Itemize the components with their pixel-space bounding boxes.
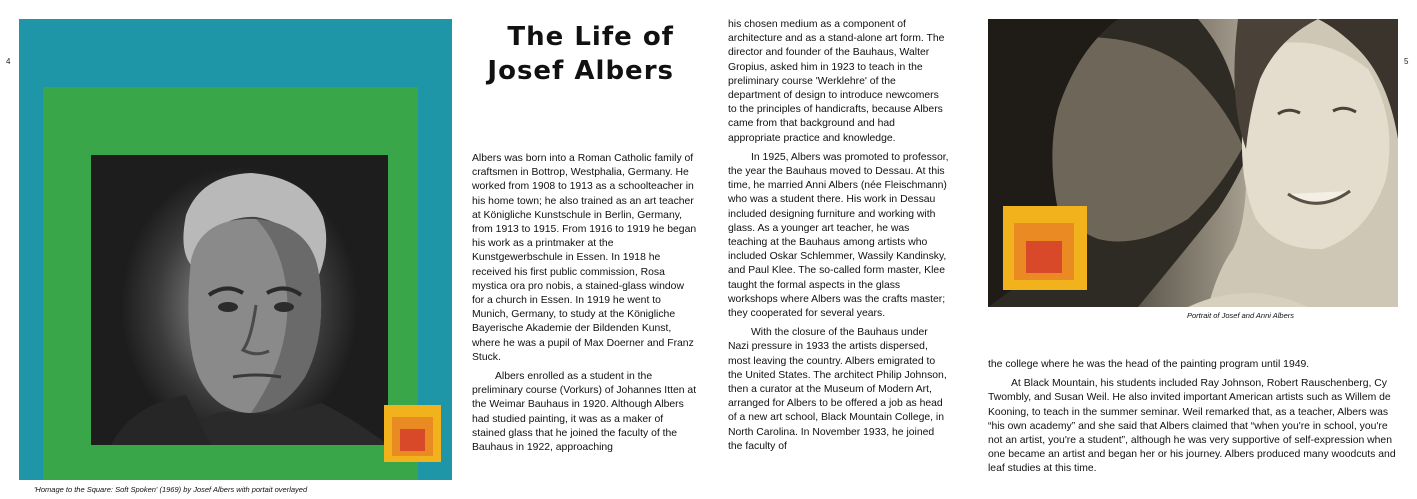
text-column-1: [472, 152, 698, 455]
title-line-1: The Life of: [507, 22, 674, 52]
paragraph: Albers enrolled as a student in the preliminary course (Vorkurs) of Johannes Itten at the Weimar Bauhaus in 1920. Although Albers had studied painting, it was as a maker of stained glass that he joined the faculty of the Bauhaus in 1922, approaching: [472, 371, 697, 454]
paragraph: With the closure of the Bauhaus under Nazi pressure in 1933 the artists dispersed, most leaving the country. Albers emigrated to the United States. The architect Philip Johnson, then a curator at the Museum of Modern Art, arranged for Albers to be offered a job as head of a new art school, Black Mountain College, in North Carolina. In November 1933, he joined the faculty of: [728, 327, 947, 452]
artwork-caption: 'Homage to the Square: Soft Spoken' (1969) by Josef Albers with portait overlayed: [34, 485, 308, 494]
paragraph: Albers was born into a Roman Catholic family of craftsmen in Bottrop, Westphalia, Germany. He worked from 1908 to 1913 as a schoolteacher in his home town; he also trained as an art teacher at Königliche Kunstschule in Berlin, Germany, from 1913 to 1915. From 1916 to 1919 he began his work as a printmaker at the Kunstgewerbschule in Essen. In 1918 he received his first public commission, Rosa mystica ora pro nobis, a stained-glass window for a church in Essen. In 1919 he went to Munich, Germany, to study at the Königliche Bayerische Akademie der Bildenden Kunst, where he was a pupil of Max Doerner and Franz Stuck.: [472, 153, 697, 363]
paragraph: the college where he was the head of the painting program until 1949.: [988, 359, 1310, 370]
article-title: [484, 20, 674, 88]
photo-caption: Portrait of Josef and Anni Albers: [1187, 311, 1294, 320]
paragraph: his chosen medium as a component of architecture and as a stand-alone art form. The director and founder of the Bauhaus, Walter Gropius, asked him in 1923 to teach in the preliminary course 'Werklehre' of the department of design to introduce newcomers to the principles of handicrafts, because Albers came from that background and had appropriate practice and knowledge.: [728, 19, 945, 144]
page-number-right: 5: [1404, 57, 1409, 66]
josef-albers-portrait: [91, 155, 388, 445]
page-number-left: 4: [6, 57, 11, 66]
albers-square-mini: [1003, 206, 1087, 290]
text-column-3: [988, 358, 1398, 477]
josef-and-anni-albers-photo: [988, 19, 1398, 307]
homage-to-the-square-artwork: [19, 19, 452, 480]
paragraph: In 1925, Albers was promoted to professor, the year the Bauhaus moved to Dessau. At this time, he married Anni Albers (née Fleischmann) who was a student there. His work in Dessau included designing furniture and working with glass. As a younger art teacher, he was teaching at the Bauhaus among artists who included Oskar Schlemmer, Wassily Kandinsky, and Paul Klee. The so-called form master, Klee taught the formal aspects in the glass workshops where Albers was the crafts master; they cooperated for several years.: [728, 151, 949, 320]
albers-square-mini: [384, 405, 441, 462]
paragraph: At Black Mountain, his students included Ray Johnson, Robert Rauschenberg, Cy Twombly, and Susan Weil. He also invited important American artists such as Willem de Kooning, to teach in the summer seminar. Weil remarked that, as a teacher, Albers was “his own academy” and she said that Albers claimed that “when you're in school, you're not an artist, you're a student”, although he was very supportive of self-expression when one became an artist and began her or his journey. Albers produced many woodcuts and leaf studies at this time.: [988, 378, 1396, 475]
text-column-2: [728, 18, 950, 454]
title-line-2: Josef Albers: [487, 56, 674, 86]
